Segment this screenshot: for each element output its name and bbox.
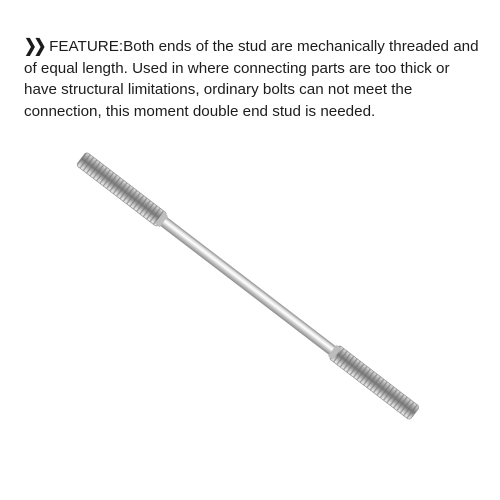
double-end-stud-image bbox=[0, 150, 500, 500]
double-chevron-right-icon: ❯❯ bbox=[24, 36, 44, 57]
feature-description bbox=[24, 36, 486, 122]
stud-shank bbox=[159, 216, 337, 356]
feature-text: FEATURE:Both ends of the stud are mechanically threaded and of equal length. Used in where connecting parts are too thick or have structural limitations, ordinary bolts can not meet the connection, this moment double end stud is needed. bbox=[24, 38, 479, 120]
stud-thread-right bbox=[329, 345, 420, 420]
stud-thread-left bbox=[76, 152, 167, 227]
